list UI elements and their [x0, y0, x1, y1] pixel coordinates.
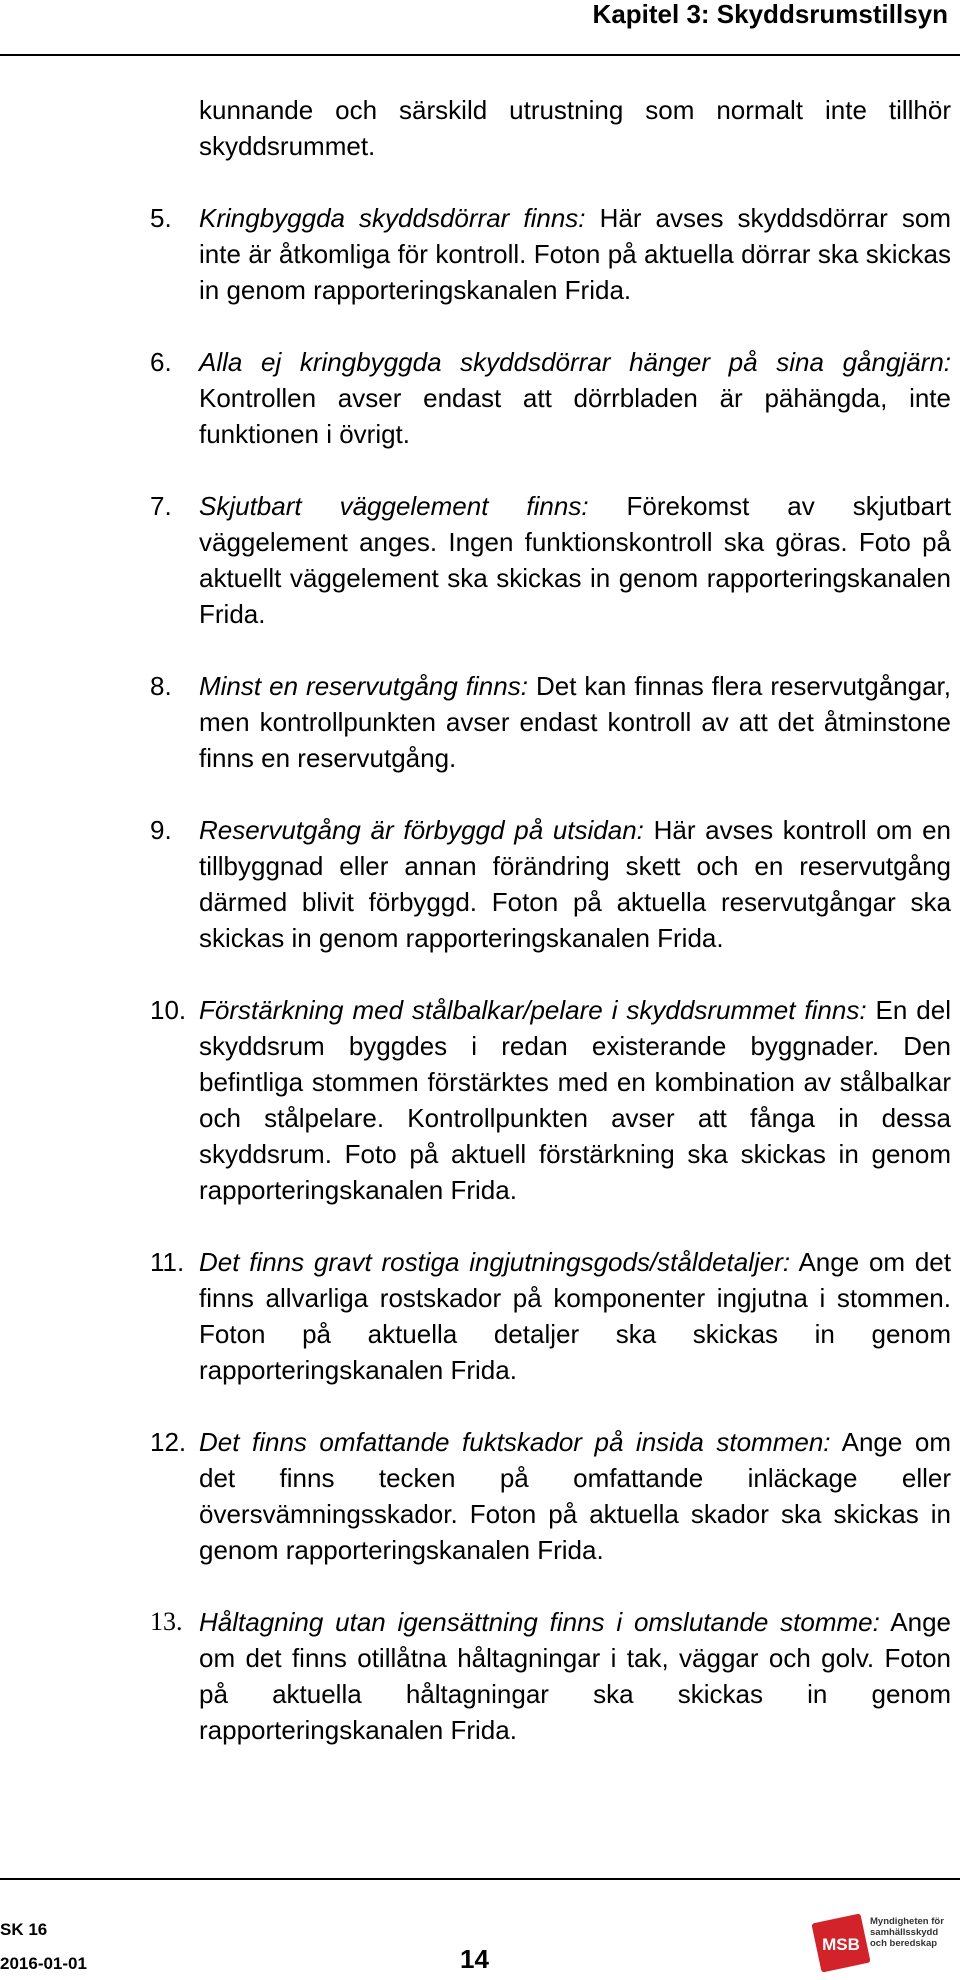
item-number: 8. [150, 671, 172, 701]
item-text: Ange om det finns otillåtna håltagningar i tak, väggar och golv. Foton på aktuella håltagningar ska skickas in genom rapporteringskanalen Frida. [199, 1607, 951, 1745]
item-number: 6. [150, 347, 172, 377]
item-text: Ange om det finns allvarliga rostskador på komponenter ingjutna i stommen. Foton på aktuella detaljer ska skickas in genom rapporteringskanalen Frida. [199, 1247, 951, 1385]
item-number: 12. [150, 1427, 187, 1457]
item-heading: Förstärkning med stålbalkar/pelare i skyddsrummet finns: [199, 995, 867, 1025]
item-number: 7. [150, 491, 172, 521]
list-item [150, 668, 951, 776]
logo-abbreviation: MSB [822, 1935, 860, 1954]
page-body [0, 92, 960, 1748]
msb-logo-mark-icon [812, 1912, 872, 1974]
chapter-title: Kapitel 3: Skyddsrumstillsyn [592, 0, 948, 29]
logo-wordmark [870, 1916, 944, 1949]
item-heading: Det finns gravt rostiga ingjutningsgods/ståldetaljer: [199, 1247, 791, 1277]
item-heading: Kringbyggda skyddsdörrar finns: [199, 203, 586, 233]
list-item [150, 812, 951, 956]
item-heading: Håltagning utan igensättning finns i omslutande stomme: [199, 1607, 880, 1637]
item-heading: Minst en reservutgång finns: [199, 671, 528, 701]
footer-divider [0, 1878, 960, 1880]
item-number: 5. [150, 203, 172, 233]
item-text: En del skyddsrum byggdes i redan existerande byggnader. Den befintliga stommen förstärktes med en kombination av stålbalkar och stålpelare. Kontrollpunkten avser att fånga in dessa skyddsrum. Foto på aktuell förstärkning ska skickas in genom rapporteringskanalen Frida. [199, 995, 951, 1205]
document-code: SK 16 [0, 1920, 48, 1939]
continuation-paragraph: kunnande och särskild utrustning som normalt inte tillhör skyddsrummet. [199, 95, 951, 161]
list-item [150, 200, 951, 308]
item-text: Det kan finnas flera reservutgångar, men kontrollpunkten avser endast kontroll av att det åtminstone finns en reservutgång. [199, 671, 951, 773]
logo-line: och beredskap [870, 1938, 938, 1949]
item-text: Här avses skyddsdörrar som inte är åtkomliga för kontroll. Foton på aktuella dörrar ska skickas in genom rapporteringskanalen Frida. [199, 203, 951, 305]
item-heading: Det finns omfattande fuktskador på insida stommen: [199, 1427, 831, 1457]
document-date: 2016-01-01 [0, 1954, 87, 1973]
msb-logo [812, 1912, 960, 1974]
item-heading: Alla ej kringbyggda skyddsdörrar hänger på sina gångjärn: [199, 347, 951, 377]
list-item [150, 1604, 951, 1748]
list-item [150, 992, 951, 1208]
item-text: Ange om det finns tecken på omfattande inläckage eller översvämningsskador. Foton på aktuella skador ska skickas in genom rapporteringskanalen Frida. [199, 1427, 951, 1565]
item-text: Här avses kontroll om en tillbyggnad eller annan förändring skett och en reservutgång därmed blivit förbyggd. Foton på aktuella reservutgångar ska skickas in genom rapporteringskanalen Frida. [199, 815, 951, 953]
page-number: 14 [460, 1944, 489, 1974]
logo-line: Myndigheten för [870, 1916, 944, 1927]
checklist [0, 200, 960, 1748]
item-number: 9. [150, 815, 172, 845]
item-heading: Skjutbart väggelement finns: [199, 491, 589, 521]
item-number: 13. [150, 1607, 183, 1636]
list-item [150, 1424, 951, 1568]
list-item [150, 488, 951, 632]
list-item [150, 1244, 951, 1388]
item-number: 11. [150, 1247, 185, 1277]
header-divider [0, 54, 960, 56]
item-text: Förekomst av skjutbart väggelement anges. Ingen funktionskontroll ska göras. Foto på aktuellt väggelement ska skickas in genom rapporteringskanalen Frida. [199, 491, 951, 629]
item-text: Kontrollen avser endast att dörrbladen är pähängda, inte funktionen i övrigt. [199, 383, 951, 449]
logo-line: samhällsskydd [870, 1927, 939, 1938]
list-item [150, 344, 951, 452]
item-heading: Reservutgång är förbyggd på utsidan: [199, 815, 644, 845]
item-number: 10. [150, 995, 187, 1025]
